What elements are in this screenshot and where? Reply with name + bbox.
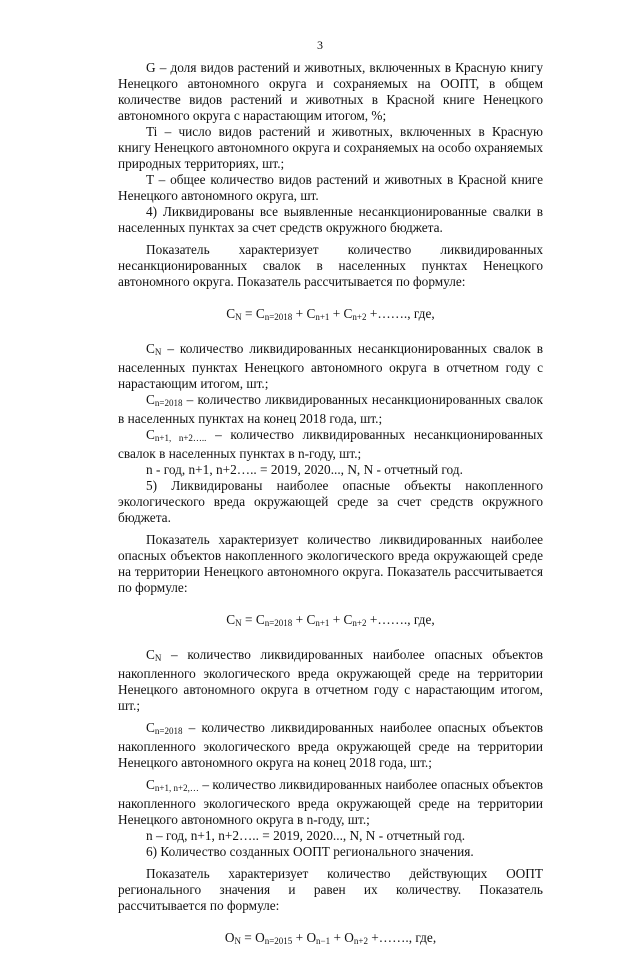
paragraph-item-4: 4) Ликвидированы все выявленные несанкционированные свалки в населенных пунктах за счет средств окружного бюджета. [118, 204, 543, 235]
paragraph-t-definition: T – общее количество видов растений и животных в Красной книге Ненецкого автономного округа, шт. [118, 172, 543, 203]
paragraph-cn1-definition-2: $C_{n+1, n+2,\dots}$ – количество ликвидированных наиболее опасных объектов накопленного экологического вреда окружающей среде на территории Ненецкого автономного округа в n-году, шт.; [118, 777, 543, 827]
paragraph-n-years-2: n – год, n+1, n+2….. = 2019, 2020..., N, N - отчетный год. [146, 828, 466, 843]
paragraph-n-years-1: n - год, n+1, n+2….. = 2019, 2020..., N, N - отчетный год. [146, 462, 463, 477]
paragraph-item-5: 5) Ликвидированы наиболее опасные объекты накопленного экологического вреда окружающей среде за счет средств окружного бюджета. [118, 478, 543, 525]
paragraph-item-6: 6) Количество созданных ООПТ регионального значения. [146, 844, 474, 859]
document-body [118, 60, 543, 965]
paragraph-cn-definition-2: $C_N$ – количество ликвидированных наиболее опасных объектов накопленного экологического вреда окружающей среде на территории Ненецкого автономного округа в отчетном году с нарастающим итогом, шт.; [118, 647, 543, 713]
paragraph-indicator-6: Показатель характеризует количество действующих ООПТ регионального значения и равен их количеству. Показатель рассчитывается по формуле: [118, 866, 543, 913]
paragraph-cn2018-definition-2: $C_{n=2018}$ – количество ликвидированных наиболее опасных объектов накопленного экологического вреда окружающей среде на территории Ненецкого автономного округа на конец 2018 года, шт.; [118, 720, 543, 770]
formula-2: $C_N = C_{n=2018} + C_{n+1} + C_{n+2}$ +……., где, [226, 612, 435, 628]
paragraph-indicator-4: Показатель характеризует количество ликвидированных несанкционированных свалок в населенных пунктах Ненецкого автономного округа. Показатель рассчитывается по формуле: [118, 242, 543, 289]
paragraph-cn-definition-1: $C_N$ – количество ликвидированных несанкционированных свалок в населенных пунктах Ненецкого автономного округа в отчетном году с нарастающим итогом, шт.; [118, 341, 543, 391]
paragraph-g-definition: G – доля видов растений и животных, включенных в Красную книгу Ненецкого автономного округа и сохраняемых на ООПТ, в общем количестве видов растений и животных в Красной книге Ненецкого автономного округа с нарастающим итогом, %; [118, 60, 543, 123]
paragraph-ti-definition: Ti – число видов растений и животных, включенных в Красную книгу Ненецкого автономного округа и сохраняемых на особо охраняемых природных территориях, шт.; [118, 124, 543, 171]
formula-3: $O_N = O_{n=2015} + O_{n-1} + O_{n+2}$ +……., где, [224, 930, 437, 946]
formula-1: $C_N = C_{n=2018} + C_{n+1} + C_{n+2}$ +……., где, [226, 306, 435, 322]
paragraph-indicator-5: Показатель характеризует количество ликвидированных наиболее опасных объектов накопленного экологического вреда окружающей среде на территории Ненецкого автономного округа. Показатель рассчитывается по формуле: [118, 532, 543, 595]
page-number: 3 [317, 38, 323, 52]
paragraph-cn1-definition-1: $C_{n+1, n+2\dots..}$ – количество ликвидированных несанкционированных свалок в населенных пунктах в n-году, шт.; [118, 427, 543, 461]
paragraph-cn2018-definition-1: $C_{n=2018}$ – количество ликвидированных несанкционированных свалок в населенных пунктах на конец 2018 года, шт.; [118, 392, 543, 426]
